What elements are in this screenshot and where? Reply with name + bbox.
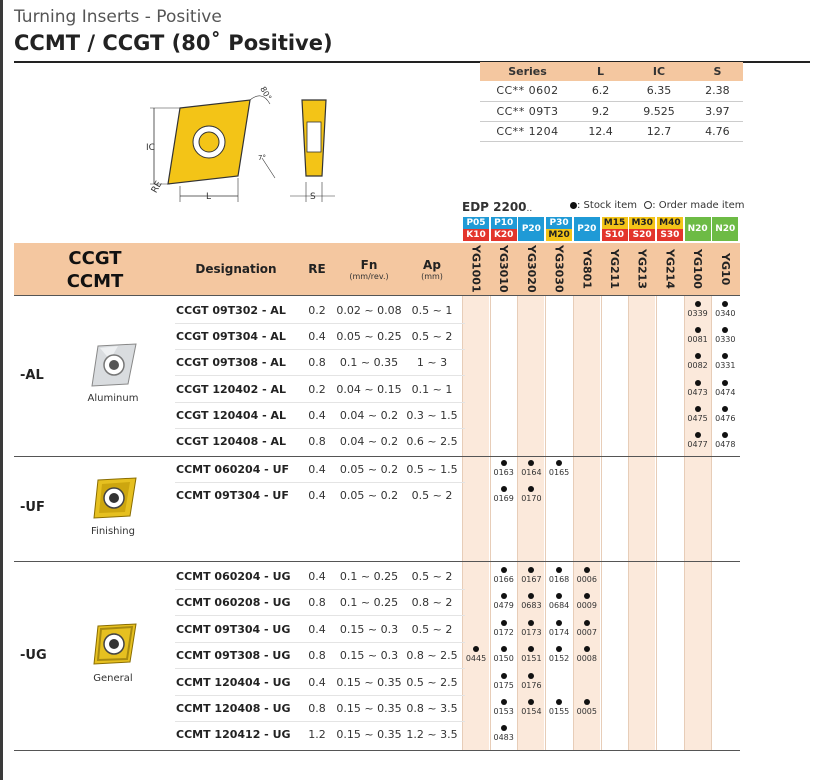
re-cell: 0.4: [308, 623, 326, 636]
edp-code: 0474: [715, 388, 736, 397]
re-cell: 0.4: [308, 489, 326, 502]
group-label-al: -AL: [20, 368, 44, 383]
edp-cell: [491, 590, 517, 610]
designation-cell: CCMT 060204 - UF: [176, 463, 290, 476]
edp-cell: [546, 564, 572, 584]
edp-code: 0476: [715, 414, 736, 423]
edp-code: 0165: [548, 468, 570, 477]
edp-cell: [546, 617, 572, 637]
section-divider: [14, 561, 740, 562]
stock-dot-icon: [556, 646, 562, 652]
table-row: [0, 722, 830, 748]
stock-dot-icon: [584, 593, 590, 599]
iso-code-box: M15 S10: [602, 217, 628, 241]
ap-header: Ap (mm): [421, 257, 443, 281]
edp-cell: [712, 324, 738, 344]
table-row: [0, 670, 830, 696]
table-row: [0, 457, 830, 483]
edp-cell: [712, 429, 738, 449]
edp-code: 0081: [687, 335, 708, 344]
series-l: 12.4: [575, 121, 626, 141]
edp-code: 0152: [548, 654, 570, 663]
edp-cell: [712, 350, 738, 370]
edp-cell: [685, 403, 711, 423]
grade-header: YG213: [635, 249, 649, 289]
iso-code-box: P20: [574, 217, 600, 241]
series-row: [480, 121, 743, 141]
ap-cell: 0.5 ~ 2: [411, 330, 453, 343]
edp-cell: [518, 457, 544, 477]
edp-code: 0170: [521, 494, 542, 503]
edp-cell: [491, 722, 517, 742]
re-cell: 0.8: [308, 435, 326, 448]
edp-code: 0007: [576, 628, 597, 637]
edp-code: 0684: [548, 601, 570, 610]
table-row: [0, 350, 830, 376]
fn-cell: 0.15 ~ 0.35: [336, 702, 402, 715]
insert-dimension-diagram: [140, 78, 390, 213]
stock-dot-icon: [695, 327, 701, 333]
edp-code: 0174: [548, 628, 570, 637]
designation-cell: CCGT 120402 - AL: [176, 383, 286, 396]
grade-header: YG801: [580, 249, 594, 289]
stock-dot-icon: [584, 620, 590, 626]
edp-code: 0166: [493, 575, 514, 584]
designation-header: Designation: [195, 262, 277, 276]
grade-header: YG100: [691, 249, 705, 289]
stock-dot-icon: [528, 486, 534, 492]
page-subtitle: Turning Inserts - Positive: [14, 7, 222, 27]
stock-dot-icon: [556, 567, 562, 573]
edp-cell: [574, 590, 600, 610]
designation-cell: CCMT 060208 - UG: [176, 596, 291, 609]
section-divider: [14, 750, 740, 751]
table-row: [0, 564, 830, 590]
edp-code: 0479: [493, 601, 514, 610]
re-cell: 0.2: [308, 383, 326, 396]
edp-cell: [546, 643, 572, 663]
ap-cell: 1 ~ 3: [416, 356, 448, 369]
edp-code: 0163: [493, 468, 514, 477]
fn-cell: 0.04 ~ 0.2: [339, 435, 399, 448]
table-row: [0, 377, 830, 403]
grade-header: YG10: [718, 252, 732, 286]
insert-type-heading: CCGT CCMT: [66, 248, 124, 292]
series-s: 4.76: [692, 121, 743, 141]
edp-code: 0683: [521, 601, 542, 610]
stock-dot-icon: [695, 353, 701, 359]
re-cell: 0.4: [308, 463, 326, 476]
ap-cell: 0.5 ~ 1.5: [406, 463, 458, 476]
edp-cell: [491, 696, 517, 716]
stock-dot-icon: [501, 646, 507, 652]
stock-dot-icon: [584, 646, 590, 652]
edp-cell: [518, 564, 544, 584]
edp-code: 0008: [576, 654, 597, 663]
group-label-ug: -UG: [20, 648, 47, 663]
series-s: 2.38: [692, 81, 743, 101]
group-label-uf: -UF: [20, 500, 45, 515]
edp-cell: [685, 377, 711, 397]
ap-cell: 0.8 ~ 2.5: [406, 649, 458, 662]
fn-cell: 0.04 ~ 0.15: [336, 383, 402, 396]
insert-top-view: [168, 100, 250, 184]
edp-code: 0153: [493, 707, 514, 716]
edp-cell: [491, 457, 517, 477]
edp-cell: [518, 483, 544, 503]
re-cell: 0.2: [308, 304, 326, 317]
grade-header: YG1001: [469, 245, 483, 293]
edp-label: EDP 2200..: [462, 200, 533, 214]
series-ic: 6.35: [626, 81, 692, 101]
ic-header: IC: [626, 62, 692, 81]
row-divider: [175, 668, 465, 669]
edp-code: 0477: [687, 440, 708, 449]
re-cell: 0.8: [308, 596, 326, 609]
stock-dot-icon: [528, 460, 534, 466]
edp-code: 0164: [521, 468, 542, 477]
edp-code: 0483: [493, 733, 514, 742]
designation-cell: CCGT 120404 - AL: [176, 409, 286, 422]
group-caption-aluminum: Aluminum: [87, 393, 139, 404]
edp-cell: [546, 590, 572, 610]
edp-code: 0176: [521, 681, 542, 690]
fn-cell: 0.04 ~ 0.2: [339, 409, 399, 422]
fn-cell: 0.15 ~ 0.35: [336, 728, 402, 741]
fn-cell: 0.1 ~ 0.25: [339, 596, 399, 609]
re-cell: 0.8: [308, 649, 326, 662]
ap-cell: 0.6 ~ 2.5: [406, 435, 458, 448]
page-title: CCMT / CCGT (80˚ Positive): [14, 31, 333, 55]
table-row: [0, 643, 830, 669]
fn-cell: 0.15 ~ 0.3: [339, 623, 399, 636]
table-row: [0, 298, 830, 324]
table-row: [0, 483, 830, 509]
re-header: RE: [308, 262, 326, 276]
edp-cell: [518, 617, 544, 637]
edp-cell: [518, 590, 544, 610]
series-ic: 12.7: [626, 121, 692, 141]
fn-cell: 0.05 ~ 0.2: [339, 489, 399, 502]
edp-cell: [574, 564, 600, 584]
angle-label: 80°: [258, 85, 274, 102]
iso-code-box: P05 K10: [463, 217, 489, 241]
series-row: [480, 101, 743, 121]
re-label: RE: [149, 179, 165, 195]
ap-cell: 1.2 ~ 3.5: [406, 728, 458, 741]
insert-side-view: [302, 100, 326, 176]
series-header: Series: [480, 62, 575, 81]
fn-cell: 0.15 ~ 0.35: [336, 676, 402, 689]
re-cell: 1.2: [308, 728, 326, 741]
ap-cell: 0.8 ~ 3.5: [406, 702, 458, 715]
edp-code: 0167: [521, 575, 542, 584]
stock-dot-icon: [528, 593, 534, 599]
ic-label: IC: [146, 143, 155, 153]
stock-dot-icon: [501, 486, 507, 492]
stock-dot-icon: [556, 620, 562, 626]
edp-cell: [491, 564, 517, 584]
edp-code: 0009: [576, 601, 597, 610]
table-row: [0, 617, 830, 643]
edp-cell: [518, 670, 544, 690]
designation-cell: CCGT 09T302 - AL: [176, 304, 286, 317]
stock-dot-icon: [556, 699, 562, 705]
series-name: CC** 0602: [480, 81, 575, 101]
iso-code-box: M40 S30: [657, 217, 683, 241]
fn-cell: 0.1 ~ 0.25: [339, 570, 399, 583]
edp-code: 0006: [576, 575, 597, 584]
fn-cell: 0.05 ~ 0.2: [339, 463, 399, 476]
stock-dot-icon: [528, 620, 534, 626]
ap-cell: 0.5 ~ 2: [411, 489, 453, 502]
grade-header: YG3030: [552, 245, 566, 293]
edp-code: 0005: [576, 707, 597, 716]
designation-cell: CCMT 09T304 - UG: [176, 623, 291, 636]
edp-code: 0169: [493, 494, 514, 503]
table-row: [0, 696, 830, 722]
designation-cell: CCMT 060204 - UG: [176, 570, 291, 583]
table-row: [0, 429, 830, 455]
stock-dot-icon: [722, 327, 728, 333]
edp-cell: [491, 670, 517, 690]
stock-dot-icon: [695, 406, 701, 412]
edp-cell: [685, 350, 711, 370]
row-divider: [175, 375, 465, 376]
edp-cell: [491, 617, 517, 637]
iso-code-box: P10 K20: [491, 217, 517, 241]
iso-code-box: P20: [518, 217, 544, 241]
edp-code: 0331: [715, 361, 736, 370]
edp-cell: [546, 696, 572, 716]
series-ic: 9.525: [626, 101, 692, 121]
edp-code: 0340: [715, 309, 736, 318]
re-cell: 0.4: [308, 676, 326, 689]
iso-code-box: P30 M20: [546, 217, 572, 241]
stock-dot-icon: [528, 673, 534, 679]
fn-cell: 0.15 ~ 0.3: [339, 649, 399, 662]
edp-cell: [685, 298, 711, 318]
edp-cell: [574, 696, 600, 716]
ap-cell: 0.8 ~ 2: [411, 596, 453, 609]
edp-cell: [463, 643, 489, 663]
edp-cell: [491, 483, 517, 503]
stock-dot-icon: [556, 593, 562, 599]
designation-cell: CCMT 120408 - UG: [176, 702, 291, 715]
edp-cell: [712, 298, 738, 318]
stock-dot-icon: [528, 567, 534, 573]
stock-dot-icon: [722, 301, 728, 307]
stock-dot-icon: [695, 432, 701, 438]
edp-code: 0330: [715, 335, 736, 344]
fn-cell: 0.1 ~ 0.35: [339, 356, 399, 369]
row-divider: [175, 615, 465, 616]
edp-code: 0155: [548, 707, 570, 716]
edp-code: 0473: [687, 388, 708, 397]
edp-code: 0151: [521, 654, 542, 663]
series-name: CC** 1204: [480, 121, 575, 141]
table-row: [0, 324, 830, 350]
fn-header: Fn (mm/rev.): [349, 257, 389, 281]
small-angle-label: 7°: [258, 154, 266, 162]
designation-cell: CCGT 09T308 - AL: [176, 356, 286, 369]
designation-cell: CCMT 120404 - UG: [176, 676, 291, 689]
grade-header: YG214: [663, 249, 677, 289]
order-circle-icon: [644, 201, 652, 209]
edp-cell: [574, 617, 600, 637]
edp-cell: [491, 643, 517, 663]
group-caption-finishing: Finishing: [91, 526, 135, 537]
stock-dot-icon: [501, 593, 507, 599]
section-divider: [14, 295, 740, 296]
iso-code-box: M30 S20: [629, 217, 655, 241]
re-cell: 0.8: [308, 702, 326, 715]
stock-dot-icon: [695, 301, 701, 307]
grade-header: YG211: [608, 249, 621, 289]
edp-code: 0150: [493, 654, 514, 663]
edp-code: 0445: [465, 654, 487, 663]
stock-dot-icon: [722, 353, 728, 359]
series-s: 3.97: [692, 101, 743, 121]
series-dimension-table: [480, 62, 743, 142]
edp-code: 0173: [521, 628, 542, 637]
stock-dot-icon: [556, 460, 562, 466]
stock-dot-icon: [695, 380, 701, 386]
re-cell: 0.4: [308, 570, 326, 583]
edp-code: 0339: [687, 309, 708, 318]
stock-dot-icon: [501, 620, 507, 626]
series-name: CC** 09T3: [480, 101, 575, 121]
series-row: [480, 81, 743, 101]
edp-cell: [518, 696, 544, 716]
ap-cell: 0.5 ~ 1: [411, 304, 453, 317]
stock-dot-icon: [722, 406, 728, 412]
edp-code: 0082: [687, 361, 708, 370]
series-l: 6.2: [575, 81, 626, 101]
stock-dot-icon: [501, 725, 507, 731]
stock-dot-icon: [722, 432, 728, 438]
edp-cell: [574, 643, 600, 663]
fn-cell: 0.05 ~ 0.25: [336, 330, 402, 343]
designation-cell: CCMT 09T304 - UF: [176, 489, 289, 502]
edp-code: 0175: [493, 681, 514, 690]
stock-dot-icon: [528, 699, 534, 705]
stock-dot-icon: [501, 699, 507, 705]
stock-dot-icon: [722, 380, 728, 386]
iso-code-box: N20: [685, 217, 711, 241]
designation-cell: CCMT 09T308 - UG: [176, 649, 291, 662]
edp-cell: [685, 429, 711, 449]
designation-cell: CCGT 120408 - AL: [176, 435, 286, 448]
edp-code: 0154: [521, 707, 542, 716]
re-cell: 0.8: [308, 356, 326, 369]
l-label: L: [206, 192, 212, 202]
grade-header: YG3020: [524, 245, 538, 293]
edp-cell: [546, 457, 572, 477]
edp-code: 0475: [687, 414, 708, 423]
iso-code-box: N20: [712, 217, 738, 241]
stock-dot-icon: [584, 699, 590, 705]
ap-cell: 0.5 ~ 2: [411, 570, 453, 583]
stock-dot-icon: [570, 202, 577, 209]
stock-dot-icon: [501, 460, 507, 466]
designation-cell: CCGT 09T304 - AL: [176, 330, 286, 343]
edp-cell: [712, 377, 738, 397]
stock-dot-icon: [473, 646, 479, 652]
ap-cell: 0.3 ~ 1.5: [406, 409, 458, 422]
stock-dot-icon: [501, 567, 507, 573]
ap-cell: 0.1 ~ 1: [411, 383, 453, 396]
fn-cell: 0.02 ~ 0.08: [336, 304, 402, 317]
table-row: [0, 590, 830, 616]
group-caption-general: General: [93, 673, 133, 684]
s-label: S: [310, 192, 316, 202]
ap-cell: 0.5 ~ 2.5: [406, 676, 458, 689]
stock-dot-icon: [528, 646, 534, 652]
ap-cell: 0.5 ~ 2: [411, 623, 453, 636]
grade-header: YG3010: [497, 245, 511, 293]
edp-code: 0168: [548, 575, 570, 584]
availability-legend: : Stock item : Order made item: [570, 200, 744, 211]
designation-cell: CCMT 120412 - UG: [176, 728, 291, 741]
l-header: L: [575, 62, 626, 81]
edp-code: 0478: [715, 440, 736, 449]
stock-dot-icon: [501, 673, 507, 679]
edp-code: 0172: [493, 628, 514, 637]
edp-cell: [685, 324, 711, 344]
re-cell: 0.4: [308, 330, 326, 343]
edp-cell: [518, 643, 544, 663]
stock-dot-icon: [584, 567, 590, 573]
table-row: [0, 403, 830, 429]
re-cell: 0.4: [308, 409, 326, 422]
s-header: S: [692, 62, 743, 81]
edp-cell: [712, 403, 738, 423]
series-l: 9.2: [575, 101, 626, 121]
